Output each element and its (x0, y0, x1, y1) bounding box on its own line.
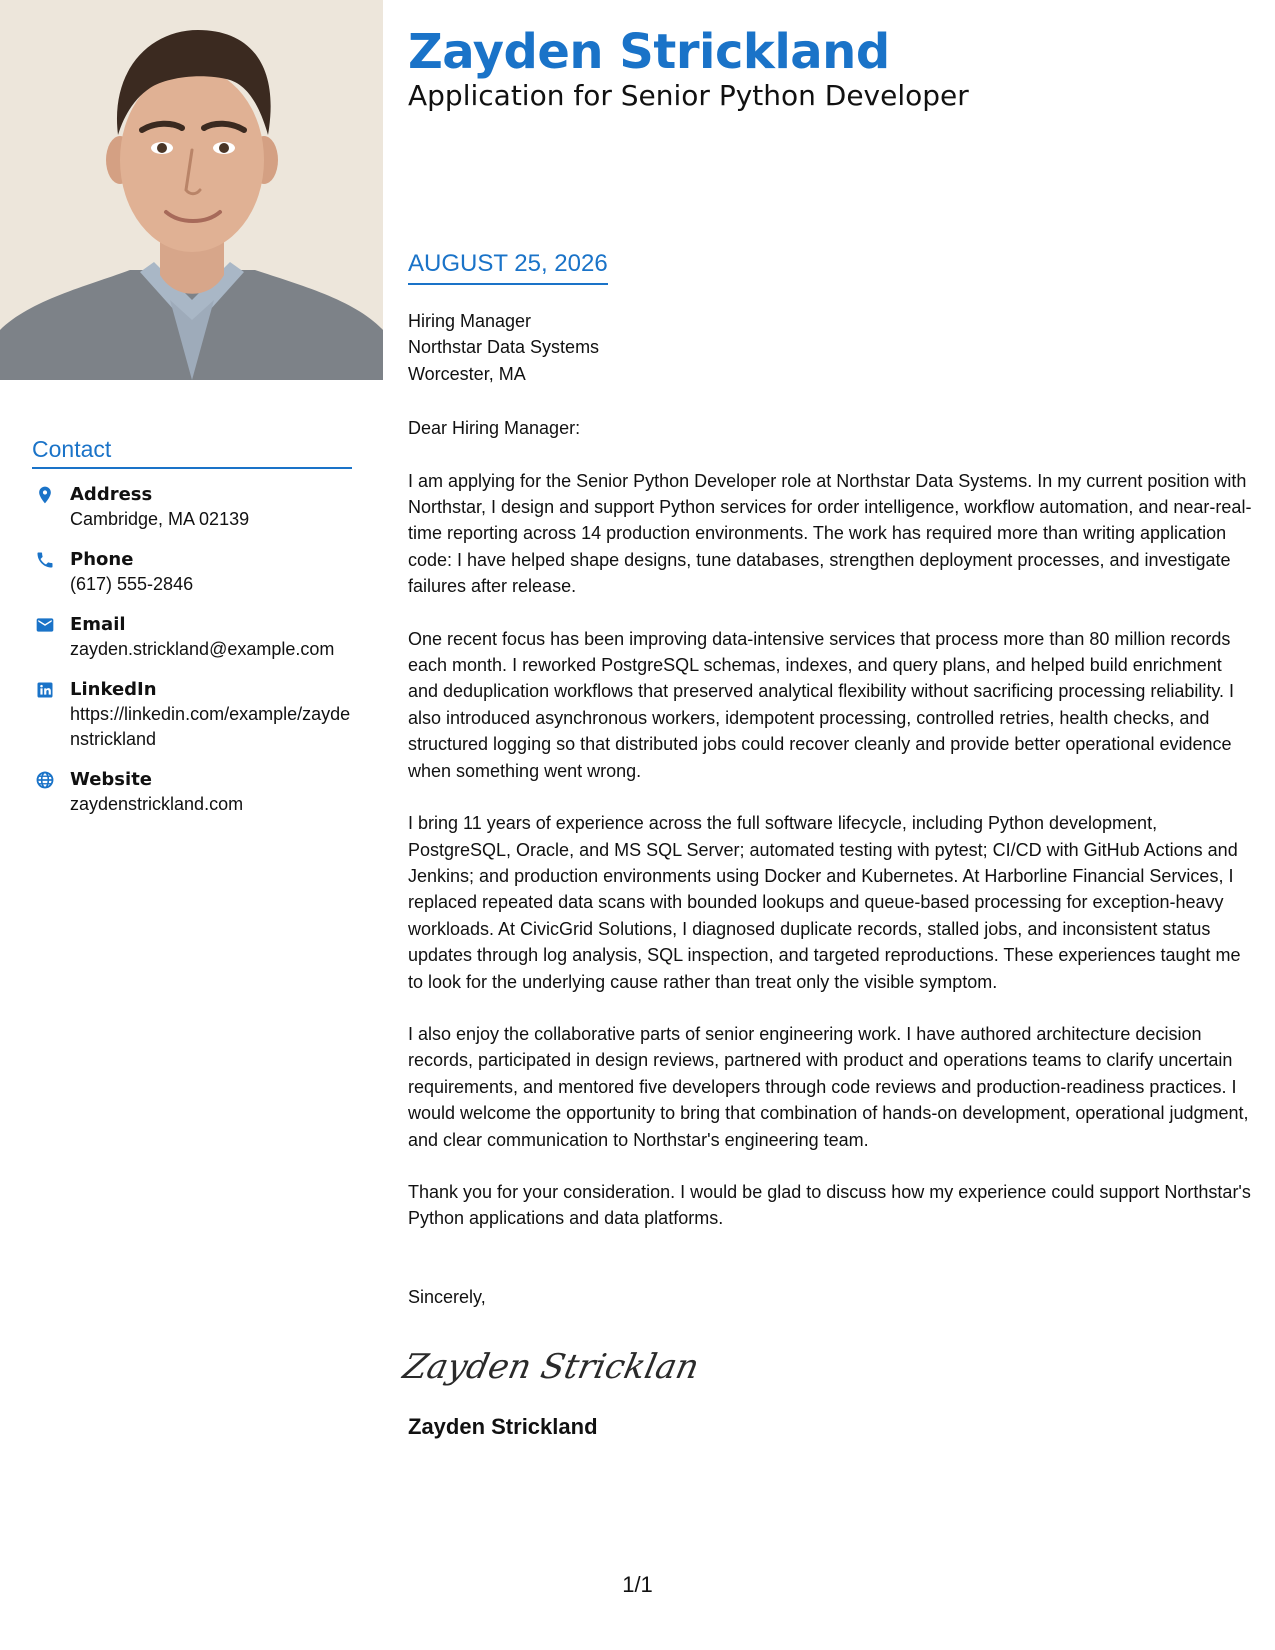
recipient-line: Northstar Data Systems (408, 337, 600, 358)
email-icon (35, 615, 55, 635)
body-paragraph: I am applying for the Senior Python Developer role at Northstar Data Systems. In my current position with Northstar, I design and support Python services for order intelligence, workflow automation, and near-real-time reporting across 14 production environments. The work has required more than writing application code: I have helped shape designs, tune databases, strengthen deployment processes, and investigate failures after release. (408, 470, 1252, 597)
recipient-block (408, 308, 1253, 387)
body-paragraph: I also enjoy the collaborative parts of senior engineering work. I have authored architecture decision records, participated in design reviews, partnered with product and operations teams to clarify uncertain requirements, and mentored five developers through code reviews and production-readiness practices. I would welcome the opportunity to bring that combination of hands-on development, operational judgment, and clear communication to Northstar's engineering team. (408, 1023, 1249, 1150)
contact-label: Website (70, 769, 153, 790)
signer-name: Zayden Strickland (408, 1414, 598, 1440)
contact-value: zaydenstrickland.com (70, 794, 244, 814)
applicant-name: Zayden Strickland (408, 24, 890, 80)
body-paragraph: I bring 11 years of experience across the full software lifecycle, including Python development, PostgreSQL, Oracle, and MS SQL Server; automated testing with pytest; CI/CD with GitHub Actions and Jenkins; and production environments using Docker and Kubernetes. At Harborline Financial Services, I replaced repeated data scans with bounded lookups and queue-based processing for exception-heavy workloads. At CivicGrid Solutions, I diagnosed duplicate records, stalled jobs, and inconsistent status updates through log analysis, SQL inspection, and targeted reproductions. These experiences taught me to look for the underlying cause rather than treat only the visible symptom. (408, 813, 1241, 992)
recipient-line: Worcester, MA (408, 363, 526, 384)
globe-icon (35, 770, 55, 790)
contact-email (32, 613, 352, 662)
contact-address (32, 483, 352, 532)
linkedin-icon (35, 680, 55, 700)
contact-value: Cambridge, MA 02139 (70, 509, 250, 529)
application-subtitle: Application for Senior Python Developer (408, 79, 969, 112)
profile-photo (0, 0, 383, 380)
contact-phone (32, 548, 352, 597)
contact-heading: Contact (32, 436, 352, 469)
letter-date: AUGUST 25, 2026 (408, 249, 608, 285)
date-block (408, 249, 608, 285)
salutation: Dear Hiring Manager: (408, 418, 581, 439)
signature-text: Zayden Stricklan (399, 1347, 703, 1388)
contact-value: (617) 555-2846 (70, 574, 194, 594)
body-paragraph: Thank you for your consideration. I would be glad to discuss how my experience could support Northstar's Python applications and data platforms. (408, 1181, 1251, 1229)
contact-section (32, 436, 352, 833)
letter-body (399, 308, 1253, 1441)
letter-header (408, 22, 1248, 114)
contact-label: Address (70, 484, 153, 505)
contact-label: Phone (70, 549, 134, 570)
contact-label: Email (70, 614, 126, 635)
contact-label: LinkedIn (70, 679, 157, 700)
contact-website (32, 768, 352, 817)
contact-linkedin (32, 678, 352, 752)
page-number: 1/1 (622, 1572, 653, 1597)
contact-value: https://linkedin.com/example/zaydenstrickland (70, 704, 351, 749)
handwritten-signature (399, 1338, 1253, 1394)
contact-value: zayden.strickland@example.com (70, 639, 335, 659)
closing: Sincerely, (408, 1286, 486, 1307)
body-paragraph: One recent focus has been improving data-intensive services that process more than 80 million records each month. I reworked PostgreSQL schemas, indexes, and query plans, and helped build enrichment and deduplication workflows that preserved analytical flexibility without sacrificing processing reliability. I also introduced asynchronous workers, idempotent processing, controlled retries, health checks, and structured logging so that distributed jobs could recover cleanly and provide better operational evidence when something went wrong. (408, 628, 1235, 781)
recipient-line: Hiring Manager (408, 311, 532, 331)
phone-icon (35, 550, 55, 570)
location-pin-icon (35, 485, 55, 505)
